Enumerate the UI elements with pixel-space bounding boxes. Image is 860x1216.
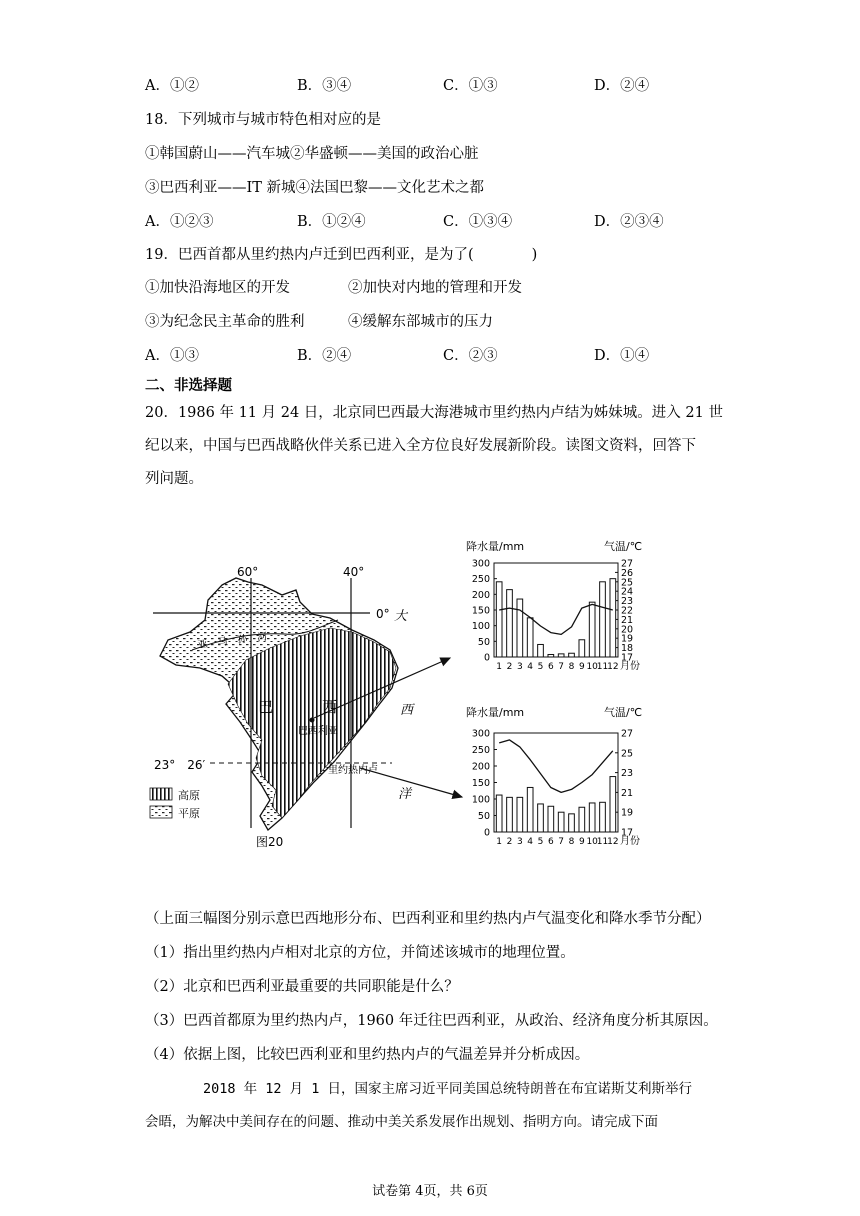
legend-plateau-swatch bbox=[150, 788, 172, 800]
chart1-y2tick-label: 19 bbox=[621, 633, 634, 645]
chart1-month-label: 12 bbox=[607, 662, 619, 672]
brasilia-marker bbox=[310, 718, 315, 723]
chart1-month-label: 9 bbox=[578, 662, 585, 672]
q19-option-c: C．②③ bbox=[443, 348, 498, 364]
chart1-month-label: 3 bbox=[516, 662, 523, 672]
chart2-month-label: 2 bbox=[506, 837, 513, 847]
q20-line3: 列问题。 bbox=[145, 471, 203, 487]
chart2-precip-bar bbox=[527, 787, 533, 832]
q18-stem: 18．下列城市与城市特色相对应的是 bbox=[145, 112, 381, 128]
q20-sub2: （2）北京和巴西利亚最重要的共同职能是什么？ bbox=[145, 979, 459, 995]
label-ba: 巴 bbox=[258, 698, 274, 716]
label-xi: 西 bbox=[322, 698, 338, 716]
chart1-y2label: 气温/℃ bbox=[604, 540, 643, 553]
q19-option-b: B．②④ bbox=[297, 348, 352, 364]
chart2-ytick-label: 250 bbox=[471, 745, 490, 756]
chart2-precip-bar bbox=[496, 795, 502, 832]
q21-intro-line2: 会晤，为解决中美间存在的问题、推动中美关系发展作出规划、指明方向。请完成下面 bbox=[145, 1114, 658, 1130]
q20-sub4: （4）依据上图，比较巴西利亚和里约热内卢的气温差异并分析成因。 bbox=[145, 1047, 590, 1063]
chart1-month-label: 6 bbox=[547, 662, 554, 672]
chart2-month-label: 1 bbox=[496, 837, 503, 847]
chart2-precip-bar bbox=[600, 802, 606, 832]
chart1-y2tick-label: 22 bbox=[621, 605, 634, 617]
chart1-y2tick-label: 20 bbox=[621, 624, 634, 636]
chart2-month-label: 5 bbox=[537, 837, 544, 847]
chart1-ytick-label: 100 bbox=[471, 621, 490, 633]
chart1-y2tick-label: 23 bbox=[621, 596, 634, 608]
chart1-xlabel: 月份 bbox=[620, 661, 640, 672]
q18-option-b: B．①②④ bbox=[297, 214, 366, 230]
q17-option-d: D．②④ bbox=[594, 78, 650, 94]
q19-item-3: ③为纪念民主革命的胜利 bbox=[145, 314, 305, 330]
q19-option-d: D．①④ bbox=[594, 348, 650, 364]
chart2-y2tick-label: 19 bbox=[621, 807, 634, 819]
chart1-precip-bar bbox=[517, 599, 523, 657]
q20-sub3: （3）巴西首都原为里约热内卢，1960 年迁往巴西利亚，从政治、经济角度分析其原因。 bbox=[145, 1013, 718, 1029]
chart1-month-label: 2 bbox=[506, 662, 513, 672]
chart2-month-label: 9 bbox=[578, 837, 585, 847]
chart2-precip-bar bbox=[569, 814, 575, 832]
q18-line1: ①韩国蔚山——汽车城②华盛顿——美国的政治心脏 bbox=[145, 146, 479, 162]
label-tropic: 23° 26′ bbox=[154, 758, 206, 772]
chart2-precip-bar bbox=[589, 803, 595, 832]
q18-option-a: A．①②③ bbox=[145, 214, 214, 230]
page-footer: 试卷第 4页，共 6页 bbox=[372, 1184, 488, 1199]
chart1-precip-bar bbox=[548, 654, 554, 657]
chart1-y2tick-label: 26 bbox=[621, 567, 634, 579]
chart1-precip-bar bbox=[589, 602, 595, 657]
chart1-ytick-label: 250 bbox=[471, 574, 490, 586]
chart2-ytick-label: 50 bbox=[477, 811, 490, 822]
chart1-ytick-label: 300 bbox=[471, 558, 490, 570]
chart2-precip-bar bbox=[548, 806, 554, 832]
q21-intro-line1: 2018 年 12 月 1 日，国家主席习近平同美国总统特朗普在布宜诺斯艾利斯举行 bbox=[203, 1081, 693, 1097]
chart1-month-label: 7 bbox=[558, 662, 565, 672]
chart1-month-label: 8 bbox=[568, 662, 575, 672]
q18-line2: ③巴西利亚——IT 新城④法国巴黎——文化艺术之都 bbox=[145, 180, 485, 196]
q19-item-4: ④缓解东部城市的压力 bbox=[348, 314, 493, 330]
plateau-region bbox=[228, 628, 396, 818]
chart2-precip-bar bbox=[579, 807, 585, 832]
figure-label: 图20 bbox=[256, 835, 284, 849]
chart2-y2tick-label: 21 bbox=[621, 787, 634, 799]
chart1-y2tick-label: 24 bbox=[621, 586, 634, 598]
chart1-ylabel: 降水量/mm bbox=[466, 540, 525, 553]
chart2-precip-bar bbox=[610, 777, 616, 832]
chart2-y2tick-label: 23 bbox=[621, 768, 634, 780]
chart2-ytick-label: 100 bbox=[471, 794, 490, 806]
legend-plateau-label: 高原 bbox=[178, 789, 200, 802]
label-40: 40° bbox=[343, 565, 365, 579]
label-da: 大 bbox=[394, 609, 408, 624]
chart2-precip-bar bbox=[538, 804, 544, 832]
chart1-month-label: 4 bbox=[527, 662, 534, 672]
q19-option-a: A．①③ bbox=[145, 348, 199, 364]
chart1-precip-bar bbox=[610, 579, 616, 657]
legend-plain-label: 平原 bbox=[178, 807, 200, 820]
chart1-month-label: 10 bbox=[586, 662, 598, 672]
chart2-precip-bar bbox=[517, 797, 523, 832]
chart2-ytick-label: 200 bbox=[471, 761, 490, 773]
q17-option-a: A．①② bbox=[145, 78, 199, 94]
chart2-month-label: 6 bbox=[547, 837, 554, 847]
label-equator: 0° bbox=[376, 607, 390, 621]
chart1-precip-bar bbox=[569, 653, 575, 657]
chart1-precip-bar bbox=[496, 582, 502, 657]
chart2-y2label: 气温/℃ bbox=[604, 706, 643, 719]
chart2-precip-bar bbox=[558, 812, 564, 832]
chart2-ytick-label: 150 bbox=[471, 778, 490, 789]
chart1-month-label: 11 bbox=[596, 662, 609, 672]
chart1-month-label: 1 bbox=[496, 662, 503, 672]
chart1-ytick-label: 0 bbox=[483, 652, 490, 664]
q17-option-c: C．①③ bbox=[443, 78, 498, 94]
q19-stem: 19．巴西首都从里约热内卢迁到巴西利亚，是为了( ) bbox=[145, 247, 538, 263]
label-river: 亚 马 孙 河 bbox=[197, 631, 268, 651]
chart1-precip-bar bbox=[558, 654, 564, 657]
chart1-y2tick-label: 25 bbox=[621, 577, 634, 589]
legend-plain-swatch bbox=[150, 806, 172, 818]
chart2-y2tick-label: 25 bbox=[621, 748, 634, 760]
chart1-precip-bar bbox=[579, 640, 585, 657]
chart1-y2tick-label: 17 bbox=[621, 652, 634, 664]
q20-caption: （上面三幅图分别示意巴西地形分布、巴西利亚和里约热内卢气温变化和降水季节分配） bbox=[145, 911, 711, 927]
chart2-month-label: 4 bbox=[527, 837, 534, 847]
label-rio: 里约热内卢 bbox=[328, 765, 378, 776]
chart1-ytick-label: 50 bbox=[477, 636, 490, 648]
climate-chart-rio bbox=[466, 705, 642, 847]
chart2-month-label: 8 bbox=[568, 837, 575, 847]
chart1-precip-bar bbox=[507, 590, 513, 657]
chart2-ytick-label: 300 bbox=[471, 728, 490, 740]
chart2-y2tick-label: 17 bbox=[621, 827, 634, 839]
chart1-temp-line bbox=[499, 604, 613, 634]
label-60: 60° bbox=[237, 565, 259, 579]
chart2-month-label: 3 bbox=[516, 837, 523, 847]
q19-item-2: ②加快对内地的管理和开发 bbox=[348, 280, 522, 296]
chart2-month-label: 7 bbox=[558, 837, 565, 847]
chart2-month-label: 10 bbox=[586, 837, 598, 847]
chart2-ylabel: 降水量/mm bbox=[466, 706, 525, 719]
q20-line1: 20．1986 年 11 月 24 日，北京同巴西最大海港城市里约热内卢结为姊妹城。进入 21 世 bbox=[145, 405, 723, 421]
q19-item-1: ①加快沿海地区的开发 bbox=[145, 280, 290, 296]
section-heading: 二、非选择题 bbox=[145, 378, 232, 394]
chart1-ytick-label: 200 bbox=[471, 589, 490, 601]
q18-option-d: D．②③④ bbox=[594, 214, 664, 230]
chart1-precip-bar bbox=[527, 618, 533, 657]
chart2-month-label: 12 bbox=[607, 837, 619, 847]
chart2-temp-line bbox=[499, 740, 613, 793]
chart2-xlabel: 月份 bbox=[620, 836, 640, 847]
climate-chart-brasilia bbox=[466, 539, 642, 672]
chart1-y2tick-label: 18 bbox=[621, 643, 634, 655]
chart2-ytick-label: 0 bbox=[483, 827, 490, 839]
chart1-month-label: 5 bbox=[537, 662, 544, 672]
chart1-precip-bar bbox=[538, 644, 544, 657]
chart1-precip-bar bbox=[600, 582, 606, 657]
q18-option-c: C．①③④ bbox=[443, 214, 513, 230]
label-yang: 洋 bbox=[398, 787, 412, 802]
label-xi-ocean: 西 bbox=[400, 703, 414, 718]
label-brasilia: 巴西利亚 bbox=[298, 726, 338, 737]
q20-line2: 纪以来，中国与巴西战略伙伴关系已进入全方位良好发展新阶段。读图文资料，回答下 bbox=[145, 438, 696, 454]
chart1-y2tick-label: 21 bbox=[621, 614, 634, 626]
q20-sub1: （1）指出里约热内卢相对北京的方位，并简述该城市的地理位置。 bbox=[145, 945, 575, 961]
chart2-precip-bar bbox=[507, 797, 513, 832]
chart1-y2tick-label: 27 bbox=[621, 558, 634, 570]
chart1-ytick-label: 150 bbox=[471, 605, 490, 617]
q17-option-b: B．③④ bbox=[297, 78, 352, 94]
chart2-month-label: 11 bbox=[596, 837, 609, 847]
chart2-y2tick-label: 27 bbox=[621, 728, 634, 740]
